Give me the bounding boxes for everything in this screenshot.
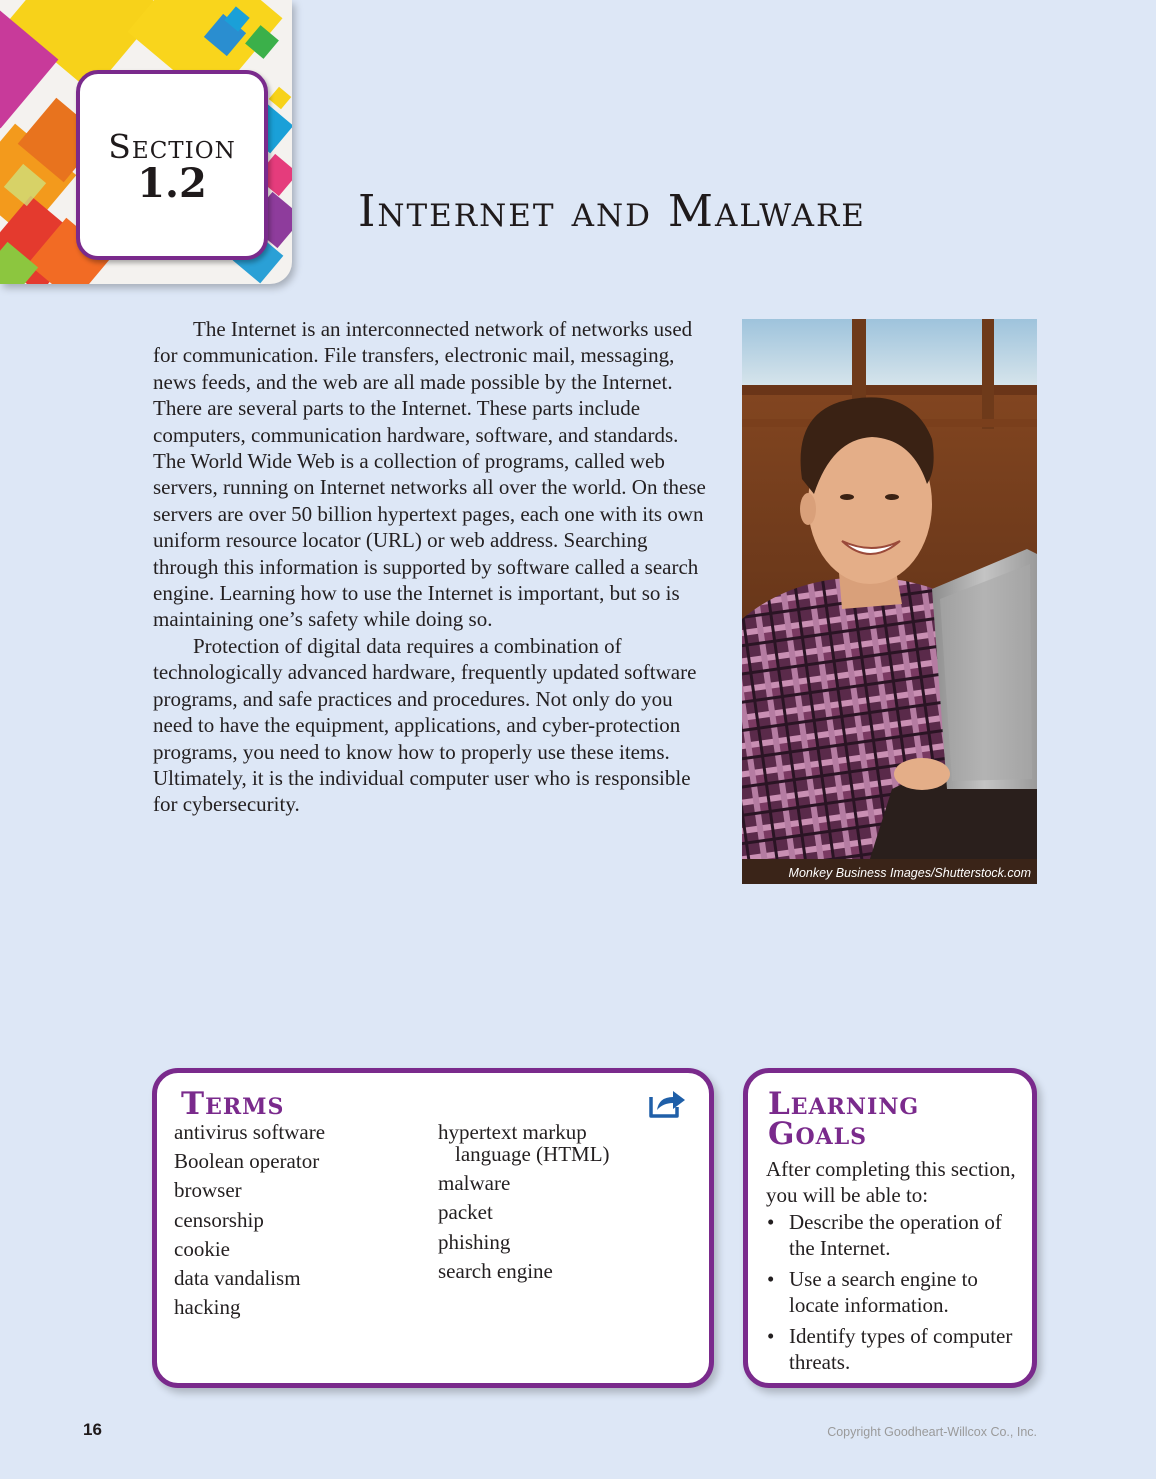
learning-goals-heading-line1: Learning <box>768 1086 920 1122</box>
term-item: Boolean operator <box>174 1149 320 1174</box>
learning-goal-item: • Identify types of computer threats. <box>766 1323 1028 1376</box>
body-paragraph: The Internet is an interconnected network of networks used for communication. File transfers, electronic mail, messaging, news feeds, and the web are all made possible by the Internet. There are several parts to the Internet. These parts include computers, communication hardware, software, and standards. The World Wide Web is a collection of programs, called web servers, running on Internet networks all over the world. On these servers are over 50 billion hypertext pages, each one with its own uniform resource locator (URL) or web address. Searching through this information is supported by software called a search engine. Learning how to use the Internet is important, but so is maintaining one’s safety while doing so. <box>153 317 706 632</box>
terms-heading: Terms <box>181 1086 285 1122</box>
term-item: antivirus software <box>174 1120 326 1144</box>
photo-illustration <box>742 319 1037 884</box>
photo-credit: Monkey Business Images/Shutterstock.com <box>788 866 1031 880</box>
page-number: 16 <box>83 1420 102 1439</box>
term-item: malware <box>438 1171 511 1196</box>
section-corner-graphic <box>0 0 292 284</box>
term-item: browser <box>174 1178 242 1203</box>
learning-goals-intro: After completing this section, you will be able to: <box>766 1157 1016 1208</box>
learning-goals-card <box>743 1068 1037 1388</box>
term-item-line: hypertext markup <box>438 1120 587 1144</box>
section-badge <box>76 70 268 260</box>
section-number: 1.2 <box>137 160 207 207</box>
term-item <box>438 1121 610 1165</box>
share-icon[interactable] <box>647 1087 689 1124</box>
body-text <box>153 316 715 818</box>
term-item: data vandalism <box>174 1265 301 1290</box>
section-label: Section <box>108 127 236 166</box>
term-item: censorship <box>174 1207 264 1232</box>
term-item: packet <box>438 1200 493 1225</box>
terms-card <box>152 1068 714 1388</box>
learning-goals-heading <box>768 1086 1008 1152</box>
body-paragraph: Protection of digital data requires a combination of technologically advanced hardware, frequently updated software programs, and safe practices and procedures. Not only do you need to have the equipment, applications, and cyber-protection programs, you need to know how to properly use these items. Ultimately, it is the individual computer user who is responsible for cybersecurity. <box>153 633 697 817</box>
term-item: hacking <box>174 1295 241 1320</box>
term-item: cookie <box>174 1236 230 1261</box>
learning-goal-item: • Use a search engine to locate information. <box>766 1266 1028 1319</box>
learning-goal-item: • Describe the operation of the Internet. <box>766 1209 1028 1262</box>
learning-goals-heading-line2: Goals <box>768 1116 868 1152</box>
copyright-notice: Copyright Goodheart-Willcox Co., Inc. <box>827 1425 1037 1439</box>
page-title: Internet and Malware <box>358 186 866 237</box>
terms-list-left <box>174 1121 325 1325</box>
learning-goals-list <box>766 1209 1028 1379</box>
term-item: search engine <box>438 1258 553 1283</box>
photo-teen-with-laptop <box>742 319 1037 884</box>
term-item: phishing <box>438 1229 511 1254</box>
term-item-continuation: language (HTML) <box>455 1142 610 1166</box>
terms-list-right <box>438 1121 610 1289</box>
